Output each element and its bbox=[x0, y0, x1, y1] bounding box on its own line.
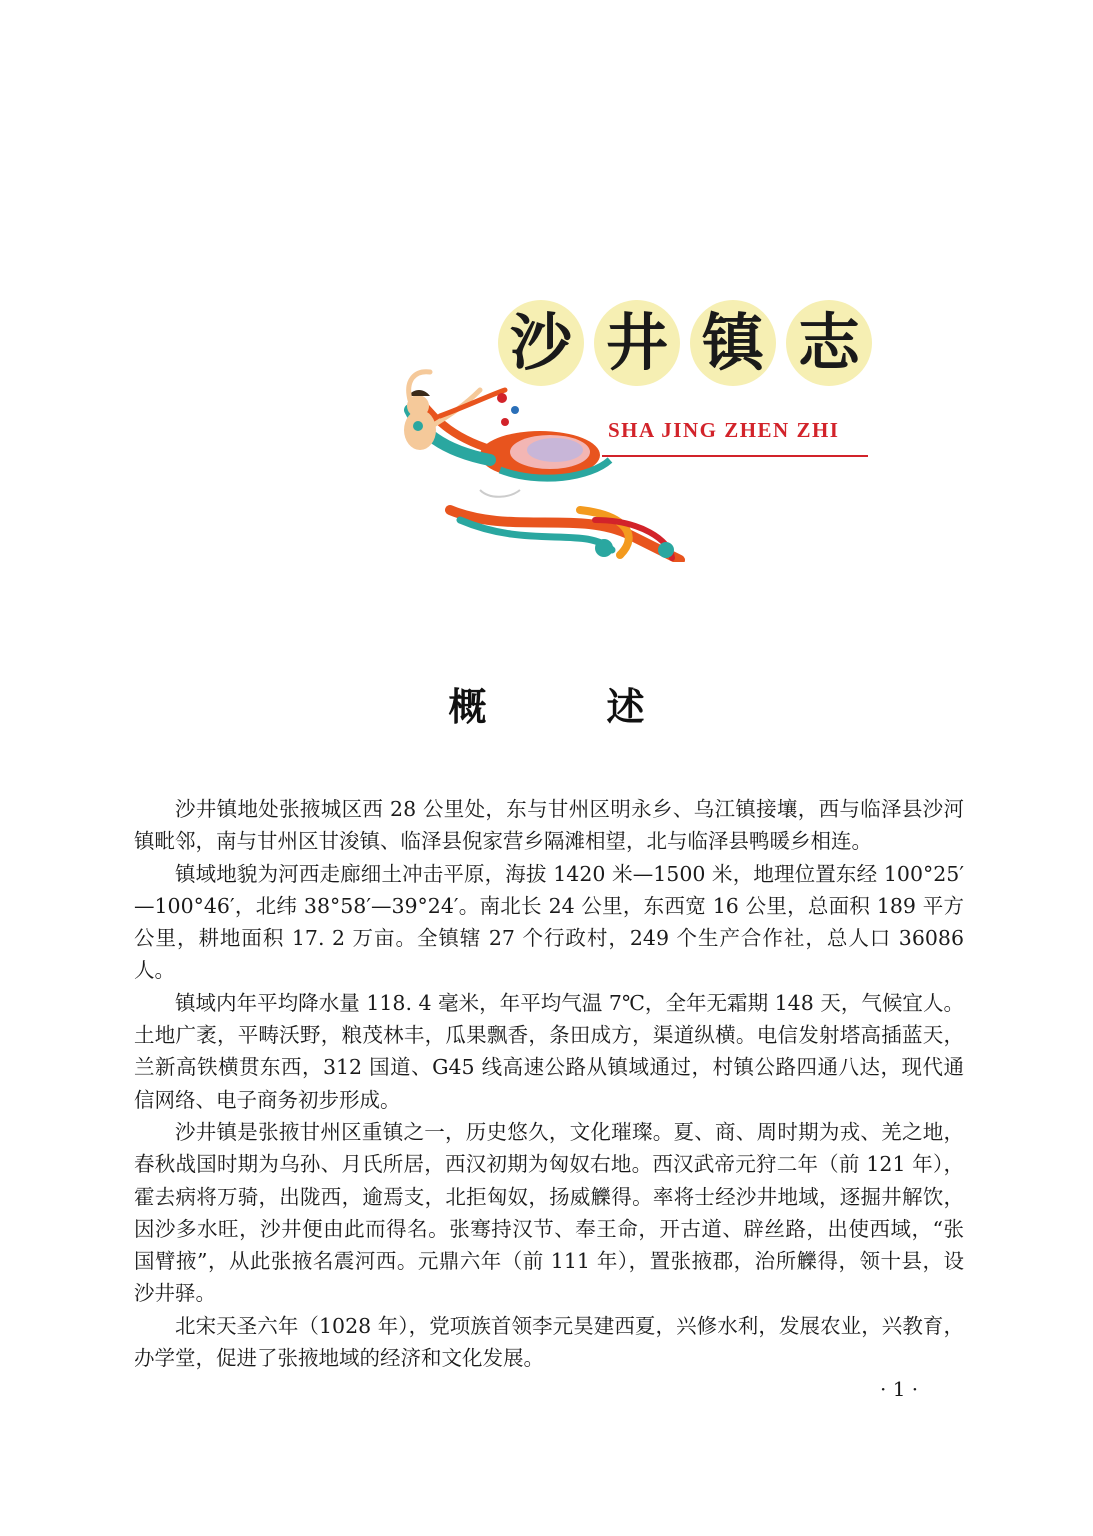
page-number: · 1 · bbox=[880, 1377, 919, 1401]
paragraph: 镇域地貌为河西走廊细土冲击平原，海拔 1420 米—1500 米，地理位置东经 100°25′—100°46′，北纬 38°58′—39°24′。南北长 24 公里，东西宽 16 公里，总面积 189 平方公里，耕地面积 17. 2 万亩。全镇辖 27 个行政村，249 个生产合作社，总人口 36086 人。 bbox=[134, 861, 964, 983]
title-char: 沙 bbox=[509, 306, 572, 379]
section-title-char: 述 bbox=[606, 685, 645, 729]
title-char: 志 bbox=[797, 306, 860, 379]
title-char: 镇 bbox=[701, 306, 764, 379]
title-char-circle bbox=[786, 300, 872, 386]
paragraph: 沙井镇是张掖甘州区重镇之一，历史悠久，文化璀璨。夏、商、周时期为戎、羌之地，春秋战国时期为乌孙、月氏所居，西汉初期为匈奴右地。西汉武帝元狩二年（前 121 年），霍去病将万骑，出陇西，逾焉支，北拒匈奴，扬威觻得。率将士经沙井地域，逐掘井解饮，因沙多水旺，沙井便由此而得名。张骞持汉节、奉王命，开古道、辟丝路，出使西域，“张国臂掖”，从此张掖名震河西。元鼎六年（前 111 年），置张掖郡，治所觻得，领十县，设沙井驿。 bbox=[134, 1119, 964, 1306]
paragraph: 沙井镇地处张掖城区西 28 公里处，东与甘州区明永乡、乌江镇接壤，西与临泽县沙河镇毗邻，南与甘州区甘浚镇、临泽县倪家营乡隔滩相望，北与临泽县鸭暖乡相连。 bbox=[134, 797, 964, 854]
paragraph: 镇域内年平均降水量 118. 4 毫米，年平均气温 7℃，全年无霜期 148 天，气候宜人。土地广袤，平畴沃野，粮茂林丰，瓜果飘香，条田成方，渠道纵横。电信发射塔高插蓝天，兰新高铁横贯东西，312 国道、G45 线高速公路从镇域通过，村镇公路四通八达，现代通信网络、电子商务初步形成。 bbox=[134, 990, 964, 1112]
title-char: 井 bbox=[605, 306, 668, 379]
section-title bbox=[0, 676, 1093, 731]
book-title-banner bbox=[380, 300, 880, 562]
section-title-char: 概 bbox=[448, 685, 487, 729]
apsara-illustration bbox=[380, 360, 700, 562]
paragraph: 北宋天圣六年（1028 年），党项族首领李元昊建西夏，兴修水利，发展农业，兴教育，办学堂，促进了张掖地域的经济和文化发展。 bbox=[134, 1313, 964, 1371]
title-char-circle bbox=[690, 300, 776, 386]
book-subtitle-pinyin: SHA JING ZHEN ZHI bbox=[608, 418, 840, 442]
body-text bbox=[134, 793, 964, 1374]
